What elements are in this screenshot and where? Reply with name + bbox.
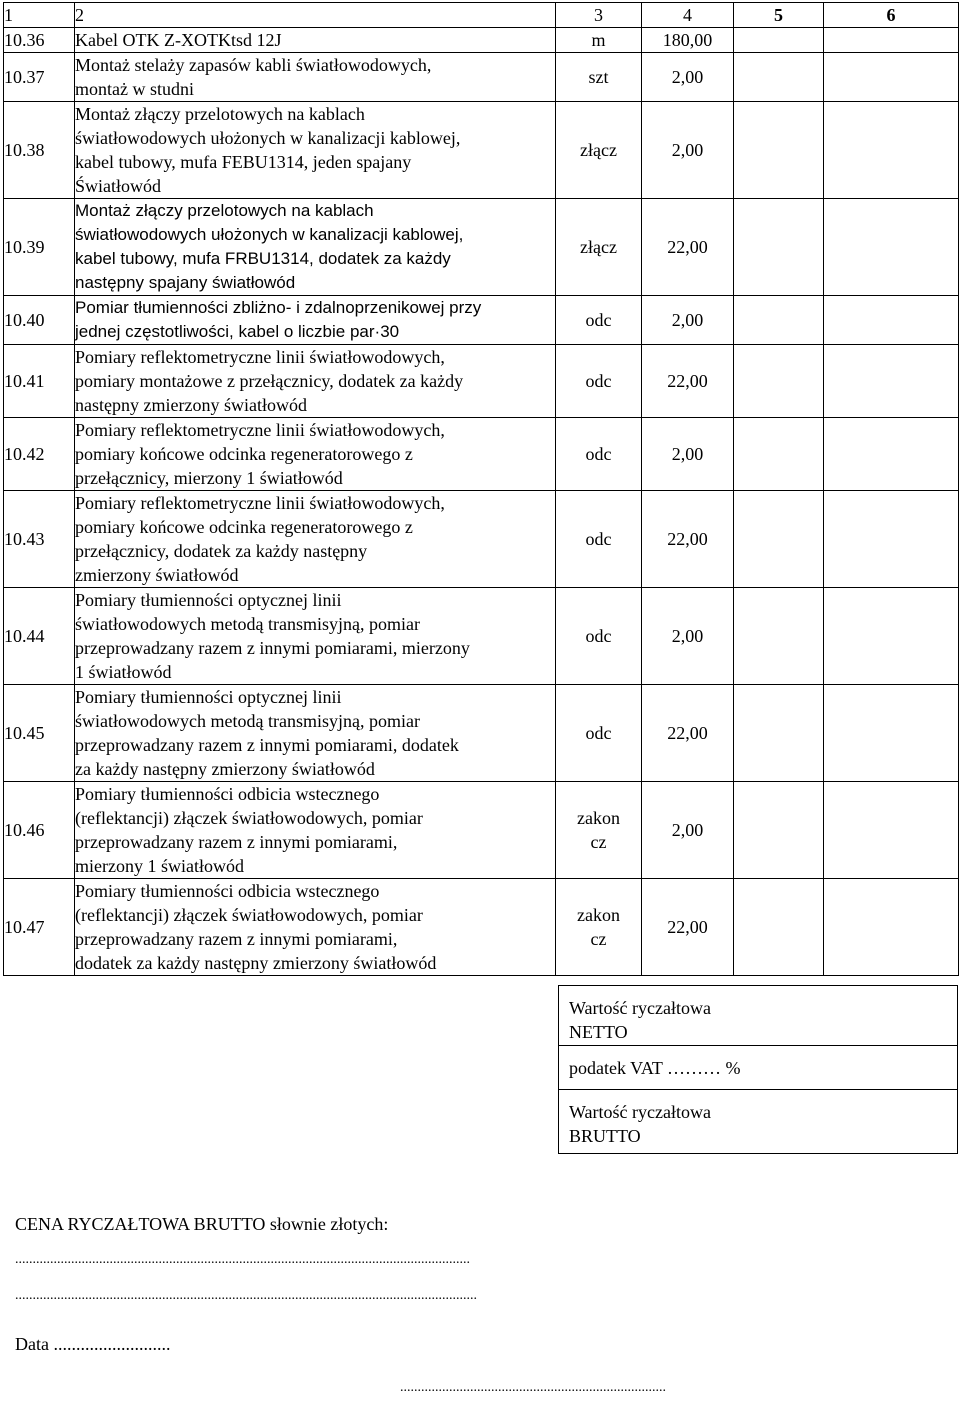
date-field[interactable]: Data .......................... (15, 1334, 171, 1354)
description-line: montaż w studni (75, 79, 194, 99)
item-number: 10.44 (4, 588, 75, 685)
value-cell[interactable] (824, 782, 959, 879)
unit-line: odc (585, 444, 612, 464)
description-line: przeprowadzany razem z innymi pomiarami, dodatek (75, 735, 459, 755)
unit-price-cell[interactable] (734, 102, 824, 199)
brutto-label-line-2: BRUTTO (569, 1126, 641, 1146)
unit-price-cell[interactable] (734, 345, 824, 418)
item-description (75, 418, 556, 491)
value-cell[interactable] (824, 345, 959, 418)
description-line: pomiary montażowe z przełącznicy, dodatek za każdy (75, 371, 464, 391)
item-quantity: 22,00 (642, 345, 734, 418)
description-line: Pomiary tłumienności optycznej linii (75, 687, 342, 707)
price-in-words-label: CENA RYCZAŁTOWA BRUTTO słownie złotych: (15, 1214, 389, 1234)
item-quantity: 22,00 (642, 491, 734, 588)
description-line: światłowodowych ułożonych w kanalizacji kablowej, (75, 225, 464, 244)
item-unit (556, 782, 642, 879)
item-description (75, 345, 556, 418)
unit-price-cell[interactable] (734, 28, 824, 53)
col-header-6: 6 (824, 3, 959, 28)
unit-price-cell[interactable] (734, 53, 824, 102)
vat-row (559, 1046, 958, 1090)
description-line: Montaż stelaży zapasów kabli światłowodowych, (75, 55, 432, 75)
item-number: 10.41 (4, 345, 75, 418)
description-line: następny zmierzony światłowód (75, 395, 307, 415)
description-line: światłowodowych metodą transmisyjną, pomiar (75, 711, 420, 731)
description-line: światłowodowych ułożonych w kanalizacji kablowej, (75, 128, 461, 148)
item-quantity: 180,00 (642, 28, 734, 53)
description-line: mierzony 1 światłowód (75, 856, 244, 876)
unit-line: m (591, 30, 606, 50)
item-quantity: 2,00 (642, 102, 734, 199)
description-line: Montaż złączy przelotowych na kablach (75, 201, 374, 220)
item-number: 10.40 (4, 296, 75, 345)
unit-line: cz (590, 929, 607, 949)
summary-table (558, 985, 958, 1154)
unit-price-cell[interactable] (734, 879, 824, 976)
description-line: Pomiary tłumienności odbicia wstecznego (75, 881, 380, 901)
value-cell[interactable] (824, 199, 959, 296)
item-number: 10.37 (4, 53, 75, 102)
description-line: jednej częstotliwości, kabel o liczbie par·30 (75, 322, 400, 341)
table-row (4, 345, 959, 418)
item-description (75, 879, 556, 976)
vat-label: podatek VAT ……… % (569, 1058, 741, 1078)
item-quantity: 22,00 (642, 879, 734, 976)
item-unit (556, 588, 642, 685)
unit-line: odc (585, 310, 612, 330)
value-cell[interactable] (824, 418, 959, 491)
item-quantity: 2,00 (642, 53, 734, 102)
description-line: Pomiary tłumienności optycznej linii (75, 590, 342, 610)
description-line: 1 światłowód (75, 662, 172, 682)
description-line: przeprowadzany razem z innymi pomiarami, (75, 929, 398, 949)
unit-line: cz (590, 832, 607, 852)
unit-line: złącz (580, 237, 617, 257)
description-line: (reflektancji) złączek światłowodowych, pomiar (75, 808, 423, 828)
table-row (4, 102, 959, 199)
unit-price-cell[interactable] (734, 296, 824, 345)
table-row (4, 28, 959, 53)
value-cell[interactable] (824, 296, 959, 345)
price-in-words-line-2[interactable]: .................................................................................................................................... (15, 1288, 477, 1303)
item-number: 10.43 (4, 491, 75, 588)
unit-line: zakon (577, 808, 620, 828)
description-line: następny spajany światłowód (75, 273, 296, 292)
description-line: przeprowadzany razem z innymi pomiarami, mierzony (75, 638, 470, 658)
unit-line: zakon (577, 905, 620, 925)
price-in-words-line-1[interactable]: .................................................................................................................................. (15, 1252, 470, 1267)
item-quantity: 2,00 (642, 588, 734, 685)
col-header-1: 1 (4, 3, 75, 28)
description-line: Pomiary tłumienności odbicia wstecznego (75, 784, 380, 804)
unit-line: odc (585, 723, 612, 743)
description-line: Kabel OTK Z-XOTKtsd 12J (75, 30, 282, 50)
description-line: Pomiary reflektometryczne linii światłowodowych, (75, 347, 445, 367)
item-quantity: 2,00 (642, 296, 734, 345)
description-line: pomiary końcowe odcinka regeneratorowego z (75, 444, 413, 464)
table-row (4, 199, 959, 296)
description-line: Pomiary reflektometryczne linii światłowodowych, (75, 493, 445, 513)
item-description (75, 199, 556, 296)
item-unit (556, 879, 642, 976)
item-unit (556, 102, 642, 199)
value-cell[interactable] (824, 53, 959, 102)
netto-label-line-2: NETTO (569, 1022, 628, 1042)
signature-line[interactable]: ............................................................................ (400, 1380, 666, 1395)
item-unit (556, 418, 642, 491)
item-quantity: 2,00 (642, 418, 734, 491)
value-cell[interactable] (824, 879, 959, 976)
item-description (75, 588, 556, 685)
unit-price-cell[interactable] (734, 685, 824, 782)
item-number: 10.46 (4, 782, 75, 879)
description-line: za każdy następny zmierzony światłowód (75, 759, 375, 779)
table-row (4, 588, 959, 685)
item-description (75, 28, 556, 53)
description-line: dodatek za każdy następny zmierzony światłowód (75, 953, 437, 973)
item-unit (556, 199, 642, 296)
description-line: przełącznicy, mierzony 1 światłowód (75, 468, 343, 488)
item-unit (556, 28, 642, 53)
value-cell[interactable] (824, 588, 959, 685)
item-description (75, 685, 556, 782)
table-row (4, 491, 959, 588)
table-row (4, 296, 959, 345)
item-number: 10.39 (4, 199, 75, 296)
item-quantity: 22,00 (642, 199, 734, 296)
item-unit (556, 296, 642, 345)
description-line: Światłowód (75, 176, 162, 196)
description-line: kabel tubowy, mufa FRBU1314, dodatek za każdy (75, 249, 451, 268)
value-cell[interactable] (824, 491, 959, 588)
col-header-5: 5 (734, 3, 824, 28)
value-cell[interactable] (824, 28, 959, 53)
item-description (75, 296, 556, 345)
netto-row (559, 986, 958, 1046)
col-header-4: 4 (642, 3, 734, 28)
cost-estimate-table (3, 2, 959, 976)
item-unit (556, 491, 642, 588)
unit-line: odc (585, 371, 612, 391)
item-unit (556, 685, 642, 782)
item-quantity: 22,00 (642, 685, 734, 782)
item-quantity: 2,00 (642, 782, 734, 879)
description-line: światłowodowych metodą transmisyjną, pomiar (75, 614, 420, 634)
unit-line: złącz (580, 140, 617, 160)
item-number: 10.38 (4, 102, 75, 199)
item-description (75, 782, 556, 879)
item-number: 10.47 (4, 879, 75, 976)
item-description (75, 53, 556, 102)
value-cell[interactable] (824, 102, 959, 199)
item-description (75, 491, 556, 588)
unit-line: szt (588, 67, 609, 87)
description-line: zmierzony światłowód (75, 565, 239, 585)
description-line: Pomiar tłumienności zbliżno- i zdalnoprzenikowej przy (75, 298, 482, 317)
value-cell[interactable] (824, 685, 959, 782)
unit-price-cell[interactable] (734, 418, 824, 491)
col-header-2: 2 (75, 3, 556, 28)
unit-line: odc (585, 626, 612, 646)
brutto-label-line-1: Wartość ryczałtowa (569, 1102, 711, 1122)
item-number: 10.42 (4, 418, 75, 491)
unit-price-cell[interactable] (734, 782, 824, 879)
item-unit (556, 345, 642, 418)
description-line: pomiary końcowe odcinka regeneratorowego z (75, 517, 413, 537)
unit-line: odc (585, 529, 612, 549)
header-row (4, 3, 959, 28)
item-number: 10.45 (4, 685, 75, 782)
brutto-row (559, 1090, 958, 1154)
item-unit (556, 53, 642, 102)
table-row (4, 879, 959, 976)
description-line: Montaż złączy przelotowych na kablach (75, 104, 365, 124)
unit-price-cell[interactable] (734, 491, 824, 588)
description-line: przełącznicy, dodatek za każdy następny (75, 541, 368, 561)
table-row (4, 782, 959, 879)
item-number: 10.36 (4, 28, 75, 53)
unit-price-cell[interactable] (734, 588, 824, 685)
unit-price-cell[interactable] (734, 199, 824, 296)
table-row (4, 418, 959, 491)
table-row (4, 685, 959, 782)
description-line: kabel tubowy, mufa FEBU1314, jeden spajany (75, 152, 412, 172)
table-row (4, 53, 959, 102)
description-line: Pomiary reflektometryczne linii światłowodowych, (75, 420, 445, 440)
col-header-3: 3 (556, 3, 642, 28)
item-description (75, 102, 556, 199)
description-line: przeprowadzany razem z innymi pomiarami, (75, 832, 398, 852)
netto-label-line-1: Wartość ryczałtowa (569, 998, 711, 1018)
description-line: (reflektancji) złączek światłowodowych, pomiar (75, 905, 423, 925)
